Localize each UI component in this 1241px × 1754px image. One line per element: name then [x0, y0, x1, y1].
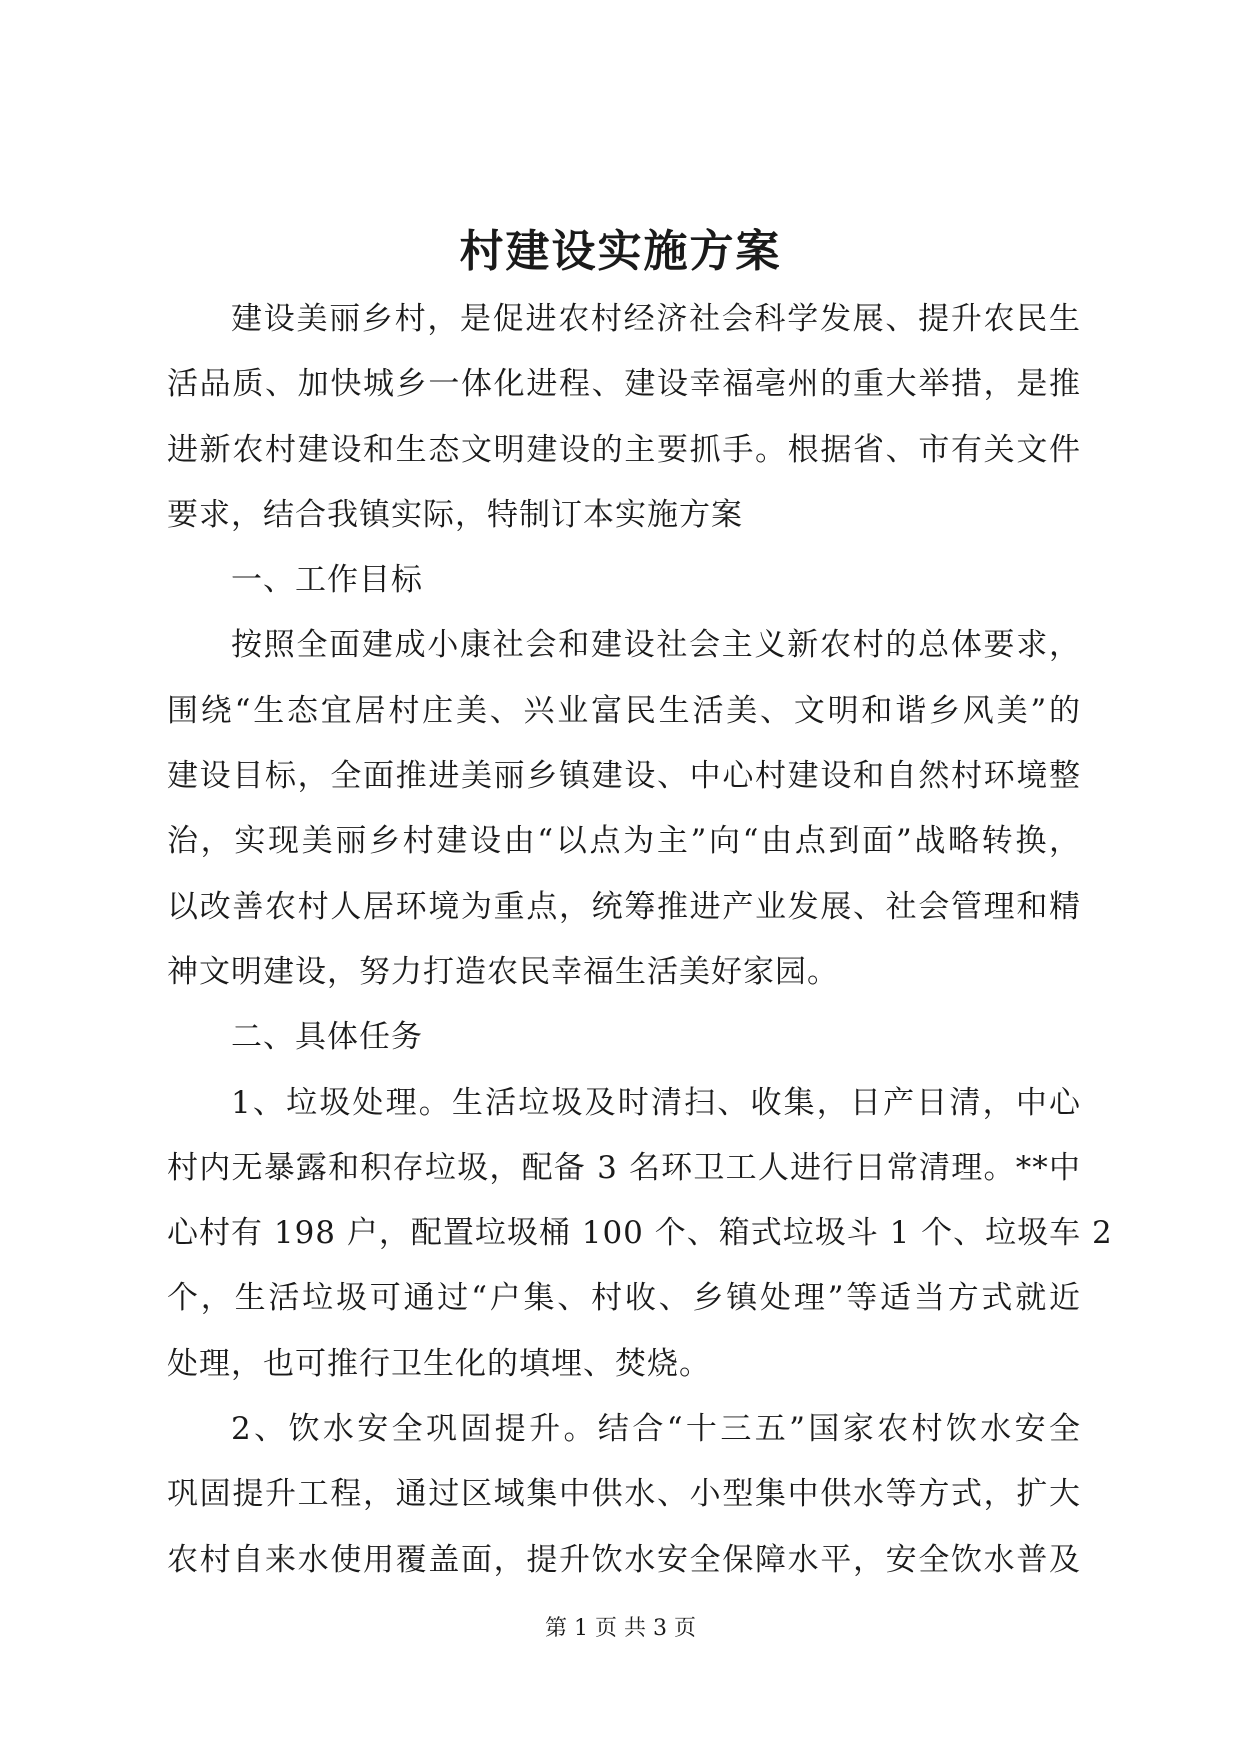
paragraph-goals-line-6: 神文明建设，努力打造农民幸福生活美好家园。 — [167, 953, 839, 990]
page-number-footer: 第 1 页 共 3 页 — [545, 1616, 696, 1641]
paragraph-garbage-line-1: 1、垃圾处理。生活垃圾及时清扫、收集，日产日清，中心 — [231, 1084, 1081, 1121]
document-title: 村建设实施方案 — [459, 226, 782, 277]
section-heading-goals: 一、工作目标 — [231, 562, 423, 599]
paragraph-garbage-line-4: 个，生活垃圾可通过“户集、村收、乡镇处理”等适当方式就近 — [167, 1280, 1081, 1317]
paragraph-intro-line-4: 要求，结合我镇实际，特制订本实施方案 — [167, 496, 743, 533]
paragraph-goals-line-4: 治，实现美丽乡村建设由“以点为主”向“由点到面”战略转换， — [167, 823, 1081, 860]
document-body — [167, 287, 1113, 1593]
paragraph-goals-line-1: 按照全面建成小康社会和建设社会主义新农村的总体要求， — [231, 627, 1081, 664]
paragraph-goals-line-5: 以改善农村人居环境为重点，统筹推进产业发展、社会管理和精 — [167, 888, 1081, 925]
paragraph-water-line-1: 2、饮水安全巩固提升。结合“十三五”国家农村饮水安全 — [231, 1411, 1081, 1448]
paragraph-water-line-2: 巩固提升工程，通过区域集中供水、小型集中供水等方式，扩大 — [167, 1476, 1081, 1513]
paragraph-intro-line-2: 活品质、加快城乡一体化进程、建设幸福亳州的重大举措，是推 — [167, 366, 1081, 403]
paragraph-goals-line-2: 围绕“生态宜居村庄美、兴业富民生活美、文明和谐乡风美”的 — [167, 692, 1081, 729]
paragraph-water-line-3: 农村自来水使用覆盖面，提升饮水安全保障水平，安全饮水普及 — [167, 1541, 1081, 1578]
paragraph-goals-line-3: 建设目标，全面推进美丽乡镇建设、中心村建设和自然村环境整 — [167, 758, 1081, 795]
section-heading-tasks: 二、具体任务 — [231, 1019, 423, 1056]
paragraph-intro-line-1: 建设美丽乡村，是促进农村经济社会科学发展、提升农民生 — [231, 301, 1081, 337]
paragraph-garbage-line-2: 村内无暴露和积存垃圾，配备 3 名环卫工人进行日常清理。**中 — [167, 1149, 1081, 1186]
paragraph-garbage-line-5: 处理，也可推行卫生化的填埋、焚烧。 — [167, 1345, 711, 1382]
paragraph-garbage-line-3: 心村有 198 户，配置垃圾桶 100 个、箱式垃圾斗 1 个、垃圾车 2 — [167, 1215, 1113, 1252]
paragraph-intro-line-3: 进新农村建设和生态文明建设的主要抓手。根据省、市有关文件 — [167, 431, 1081, 468]
